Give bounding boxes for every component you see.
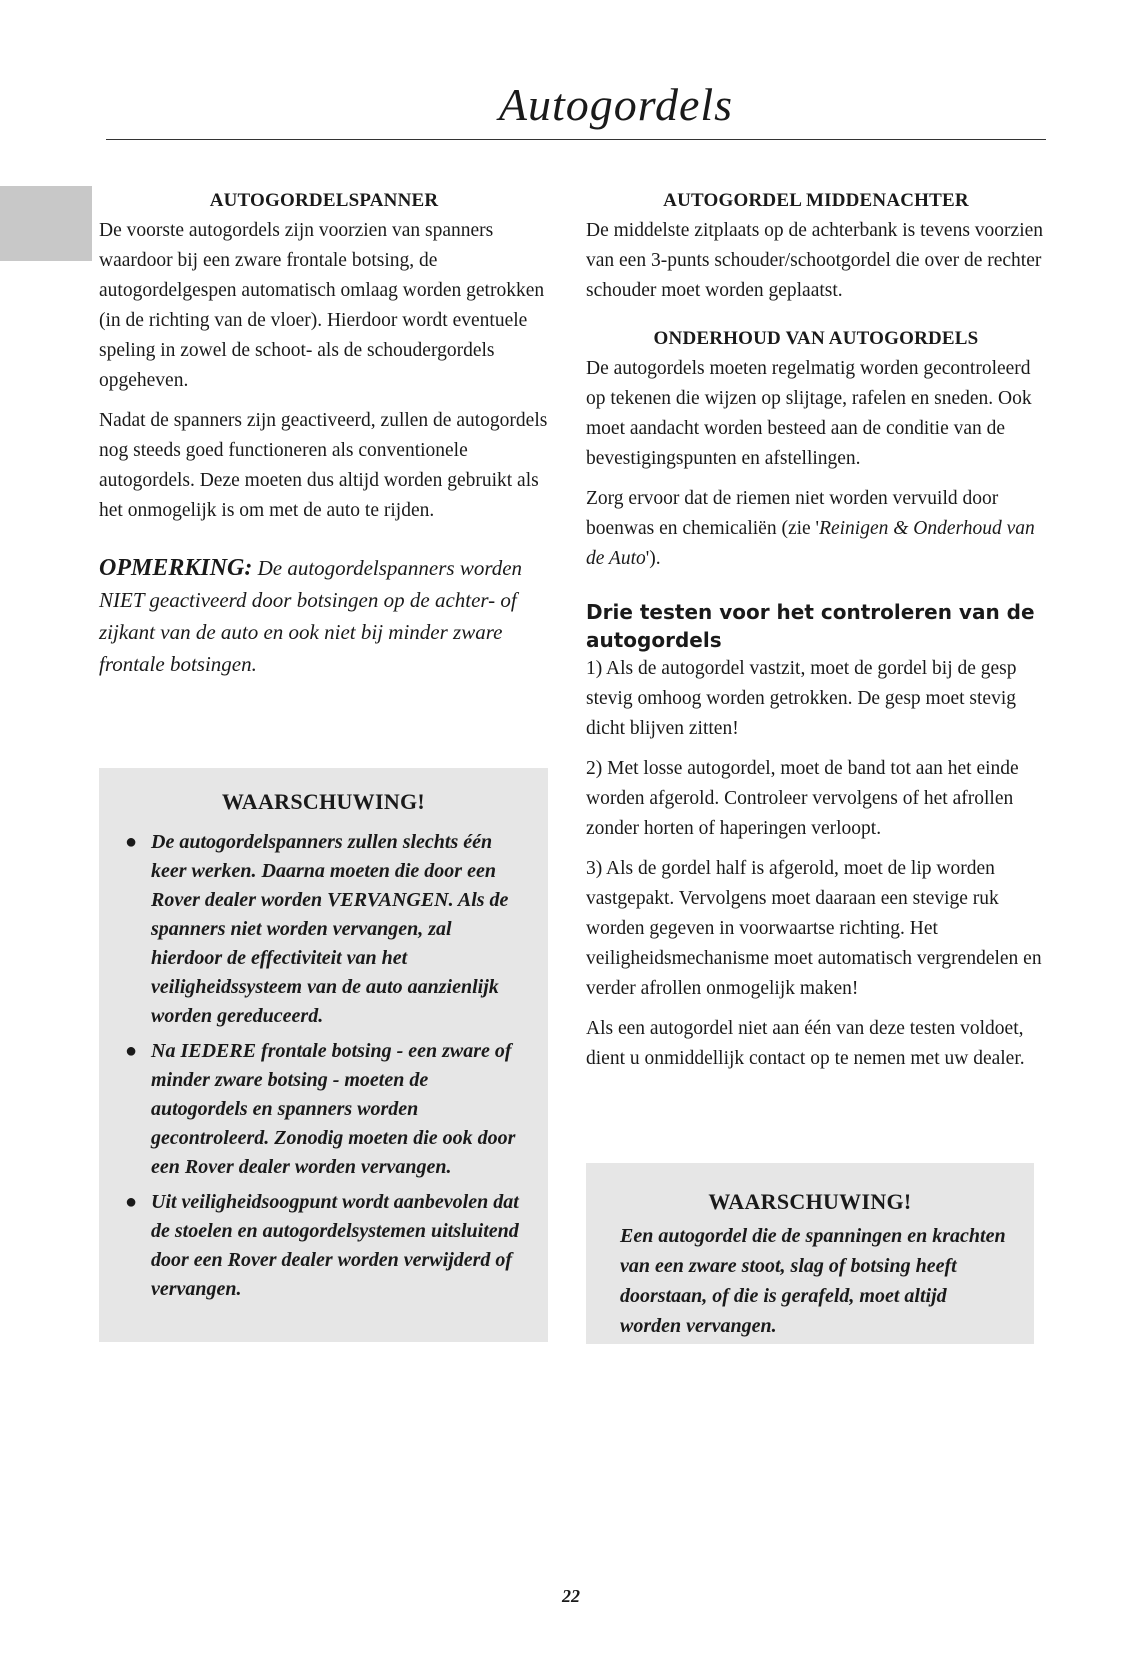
paragraph-closing: Als een autogordel niet aan één van deze testen voldoet, dient u onmiddellijk contact op te nemen met uw dealer. — [586, 1018, 1025, 1069]
title-divider — [106, 139, 1046, 140]
warning-item — [99, 1037, 548, 1182]
page-number: 22 — [562, 1586, 580, 1606]
section-heading-autogordelspanner: AUTOGORDELSPANNER — [209, 190, 439, 211]
test-item: 1) Als de autogordel vastzit, moet de gordel bij de gesp stevig omhoog worden getrokken. De gesp moet stevig dicht blijven zitten! — [586, 658, 1017, 739]
paragraph: Nadat de spanners zijn geactiveerd, zullen de autogordels nog steeds goed functioneren als conventionele autogordels. Deze moeten dus altijd worden gebruikt als het onmogelijk is om met de auto te rijden. — [99, 410, 548, 521]
cross-reference: Reinigen & Onderhoud van de Auto — [586, 518, 1035, 569]
warning-text: Een autogordel die de spanningen en krachten van een zware stoot, slag of botsing heeft doorstaan, of die is gerafeld, moet altijd worden vervangen. — [620, 1225, 1006, 1337]
warning-item — [99, 1188, 548, 1304]
warning-item-text: De autogordelspanners zullen slechts één keer werken. Daarna moeten die door een Rover dealer worden VERVANGEN. Als de spanners niet worden vervangen, zal hierdoor de effectiviteit van het veiligheidssysteem van de auto aanzienlijk worden gereduceerd. — [151, 831, 509, 1027]
bullet-icon: ● — [125, 1040, 138, 1062]
paragraph-cleaning — [586, 484, 1046, 574]
paragraph: De middelste zitplaats op de achterbank is tevens voorzien van een 3-punts schouder/schootgordel die over de rechter schouder moet worden geplaatst. — [586, 220, 1044, 301]
right-column — [586, 186, 1046, 1084]
left-column — [99, 186, 549, 680]
test-item: 3) Als de gordel half is afgerold, moet de lip worden vastgepakt. Vervolgens moet daaraan een stevige ruk worden gegeven in voorwaartse richting. Het veiligheidsmechanisme moet automatisch vergrendelen en verder afrollen onmogelijk maken! — [586, 858, 1042, 999]
bullet-icon: ● — [125, 1191, 138, 1213]
warning-item — [99, 828, 548, 1031]
warning-title: WAARSCHUWING! — [708, 1189, 912, 1214]
paragraph: De voorste autogordels zijn voorzien van spanners waardoor bij een zware frontale botsing, de autogordelgespen automatisch omlaag worden getrokken (in de richting van de vloer). Hierdoor wordt eventuele speling in zowel de schoot- als de schoudergordels opgeheven. — [99, 220, 545, 391]
page-title: Autogordels — [498, 79, 734, 130]
subheading-tests: Drie testen voor het controleren van de autogordels — [586, 600, 1035, 652]
note-text: De autogordelspanners worden NIET geactiveerd door botsingen op de achter- of zijkant van de auto en ook niet bij minder zware frontale botsingen. — [99, 556, 523, 676]
paragraph-suffix: '). — [645, 548, 661, 569]
warning-title: WAARSCHUWING! — [221, 789, 426, 814]
paragraph: De autogordels moeten regelmatig worden gecontroleerd op tekenen die wijzen op slijtage, rafelen en sneden. Ook moet aandacht worden besteed aan de conditie van de bevestigingspunten en afstellingen. — [586, 358, 1032, 469]
note-block — [99, 552, 549, 680]
note-label: OPMERKING: — [99, 555, 253, 581]
section-heading-middenachter: AUTOGORDEL MIDDENACHTER — [663, 190, 969, 211]
warning-item-text: Uit veiligheidsoogpunt wordt aanbevolen dat de stoelen en autogordelsystemen uitsluitend door een Rover dealer worden verwijderd of vervangen. — [151, 1191, 519, 1300]
test-item: 2) Met losse autogordel, moet de band tot aan het einde worden afgerold. Controleer vervolgens of het afrollen zonder horten of haperingen verloopt. — [586, 758, 1019, 839]
bullet-icon: ● — [125, 831, 138, 853]
section-tab-marker — [0, 186, 92, 261]
warning-list — [99, 828, 548, 1304]
warning-box-spanners — [99, 768, 548, 1342]
section-heading-onderhoud: ONDERHOUD VAN AUTOGORDELS — [653, 328, 979, 349]
warning-item-text: Na IEDERE frontale botsing - een zware of minder zware botsing - moeten de autogordels en spanners worden gecontroleerd. Zonodig moeten die ook door een Rover dealer worden vervangen. — [151, 1040, 516, 1178]
warning-box-belt — [586, 1163, 1034, 1344]
paragraph-prefix: Zorg ervoor dat de riemen niet worden vervuild door boenwas en chemicaliën (zie ' — [586, 488, 999, 539]
